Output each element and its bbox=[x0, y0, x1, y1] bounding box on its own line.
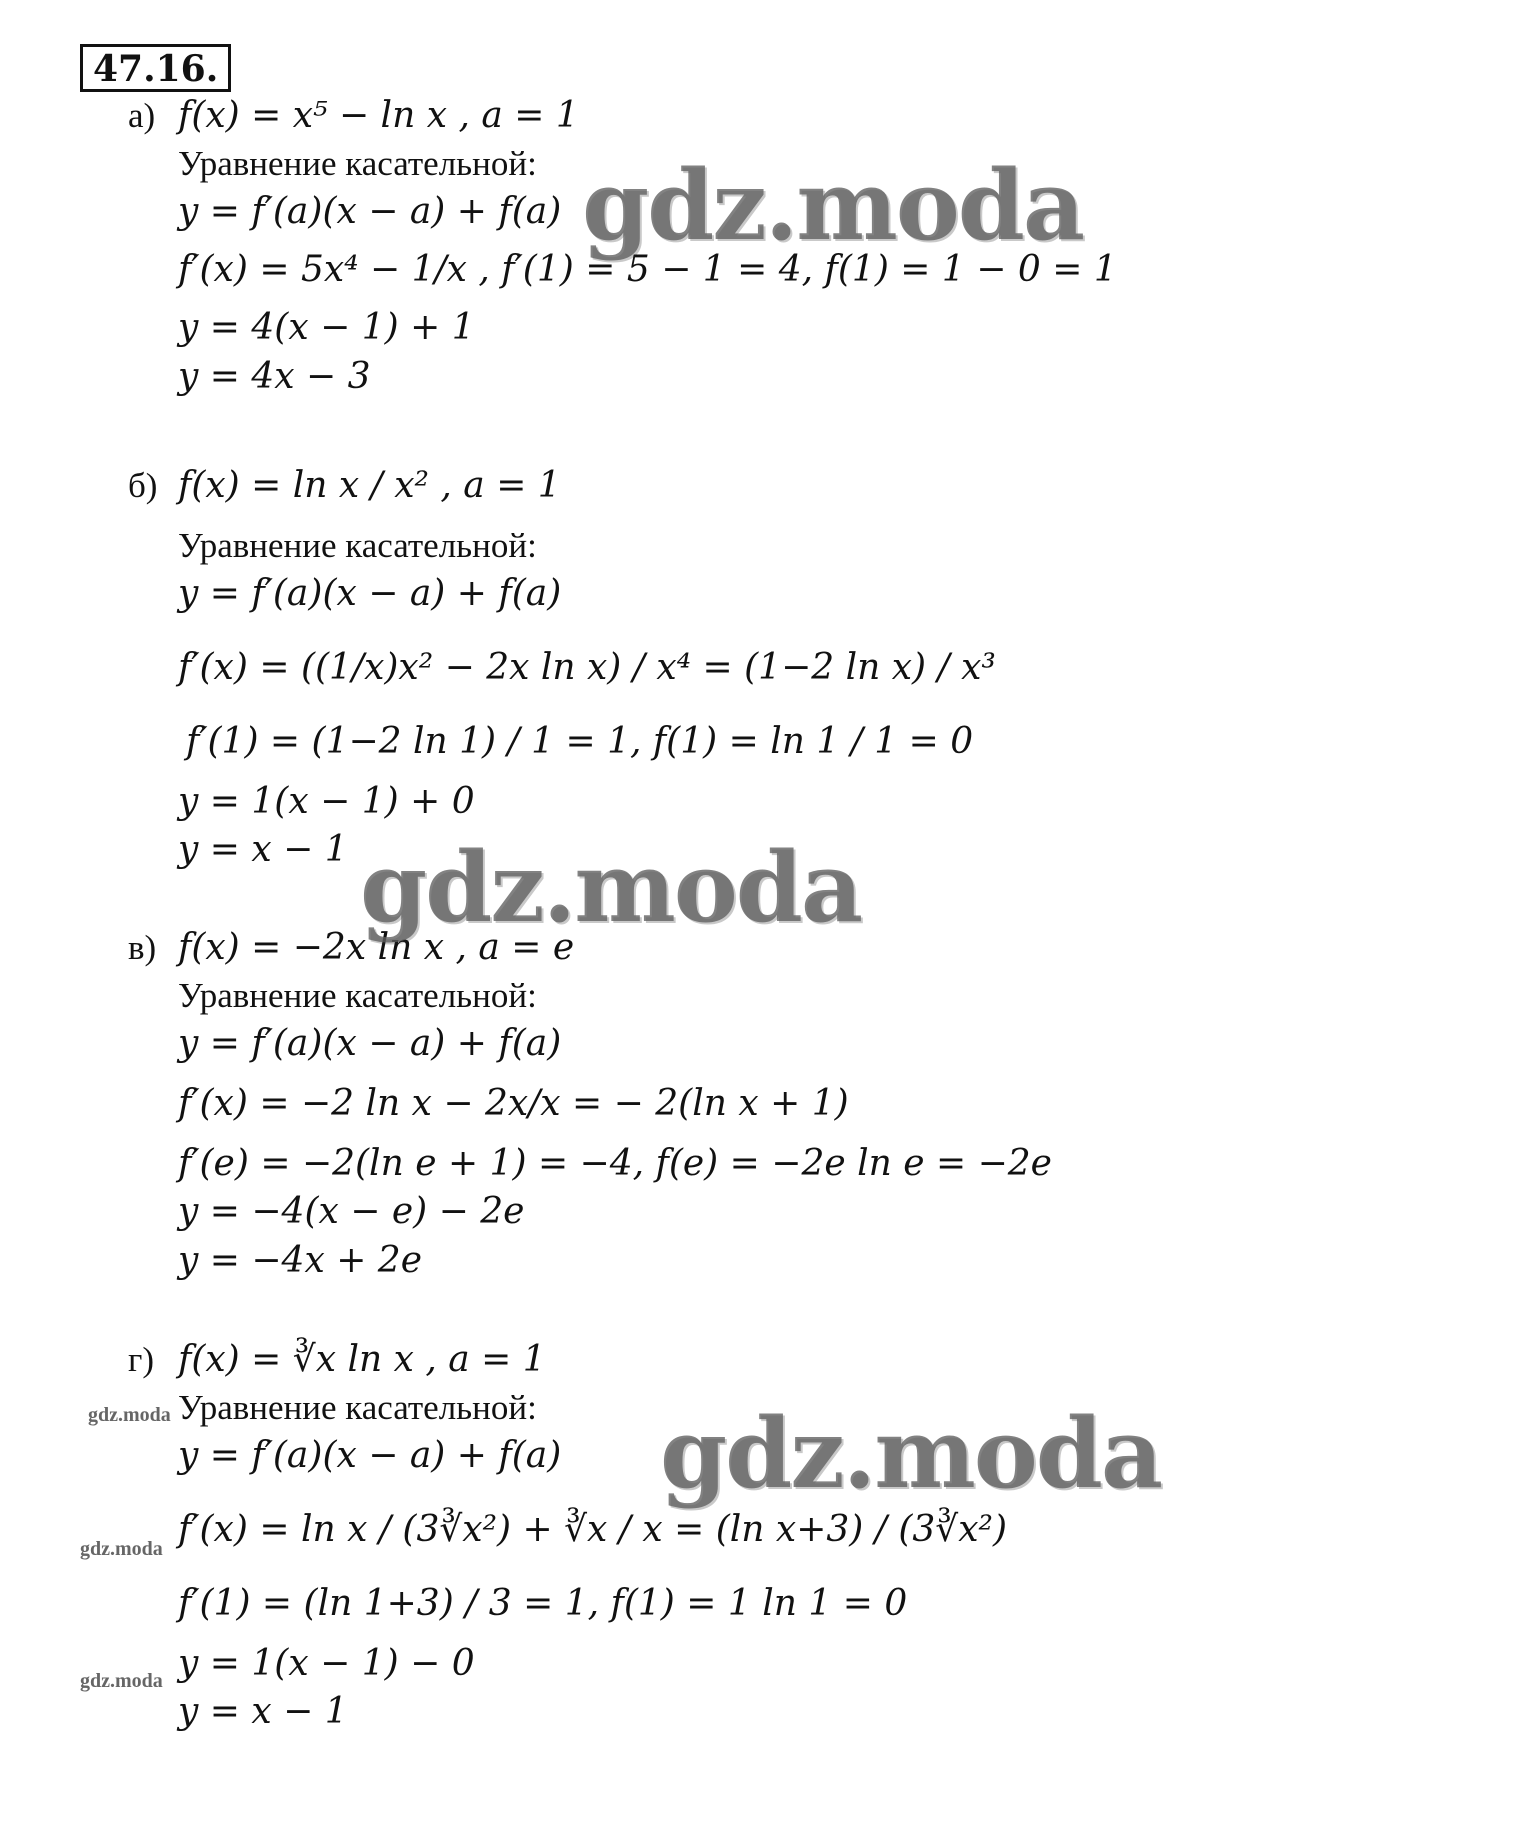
section-b-answer: y = x − 1 bbox=[178, 829, 348, 870]
section-a-derivative: f′(x) = 5x⁴ − 1/x , f′(1) = 5 − 1 = 4, f(1) = 1 − 0 = 1 bbox=[178, 249, 1117, 290]
section-a-tangent-formula: y = f′(a)(x − a) + f(a) bbox=[178, 191, 562, 232]
section-b-function: f(x) = ln x / x² , a = 1 bbox=[178, 465, 561, 506]
section-v-function: f(x) = −2x ln x , a = e bbox=[178, 927, 575, 968]
section-a-function: f(x) = x⁵ − ln x , a = 1 bbox=[178, 95, 579, 136]
section-b-values: f′(1) = (1−2 ln 1) / 1 = 1, f(1) = ln 1 / 1 = 0 bbox=[186, 721, 974, 762]
section-v-heading: Уравнение касательной: bbox=[178, 976, 537, 1015]
watermark: gdz.moda bbox=[582, 149, 1084, 262]
section-marker-v: в) bbox=[128, 928, 157, 967]
section-v-answer: y = −4x + 2e bbox=[178, 1240, 423, 1281]
section-b-heading: Уравнение касательной: bbox=[178, 526, 537, 565]
section-g-function: f(x) = ∛x ln x , a = 1 bbox=[178, 1339, 546, 1380]
watermark-small: gdz.moda bbox=[88, 1404, 171, 1426]
watermark: gdz.moda bbox=[660, 1397, 1162, 1510]
section-g-values: f′(1) = (ln 1+3) / 3 = 1, f(1) = 1 ln 1 = 0 bbox=[178, 1583, 908, 1624]
section-g-derivative: f′(x) = ln x / (3∛x²) + ∛x / x = (ln x+3) / (3∛x²) bbox=[178, 1509, 1008, 1550]
section-marker-a: а) bbox=[128, 96, 156, 135]
section-v-tangent-formula: y = f′(a)(x − a) + f(a) bbox=[178, 1023, 562, 1064]
section-marker-g: г) bbox=[128, 1340, 155, 1379]
section-v-values: f′(e) = −2(ln e + 1) = −4, f(e) = −2e ln e = −2e bbox=[178, 1143, 1052, 1184]
section-b-tangent-formula: y = f′(a)(x − a) + f(a) bbox=[178, 573, 562, 614]
watermark: gdz.moda bbox=[360, 831, 862, 944]
section-g-heading: Уравнение касательной: bbox=[178, 1388, 537, 1427]
section-a-answer: y = 4x − 3 bbox=[178, 356, 371, 397]
problem-number: 47.16. bbox=[80, 44, 231, 92]
section-v-derivative: f′(x) = −2 ln x − 2x/x = − 2(ln x + 1) bbox=[178, 1083, 849, 1124]
watermark-small: gdz.moda bbox=[80, 1538, 163, 1560]
section-a-heading: Уравнение касательной: bbox=[178, 144, 537, 183]
section-v-substitution: y = −4(x − e) − 2e bbox=[178, 1191, 525, 1232]
section-g-answer: y = x − 1 bbox=[178, 1691, 348, 1732]
section-a-substitution: y = 4(x − 1) + 1 bbox=[178, 307, 475, 348]
section-marker-b: б) bbox=[128, 466, 158, 505]
watermark-small: gdz.moda bbox=[80, 1670, 163, 1692]
section-b-substitution: y = 1(x − 1) + 0 bbox=[178, 781, 475, 822]
section-b-derivative: f′(x) = ((1/x)x² − 2x ln x) / x⁴ = (1−2 ln x) / x³ bbox=[178, 647, 996, 688]
section-g-substitution: y = 1(x − 1) − 0 bbox=[178, 1643, 475, 1684]
section-g-tangent-formula: y = f′(a)(x − a) + f(a) bbox=[178, 1435, 562, 1476]
